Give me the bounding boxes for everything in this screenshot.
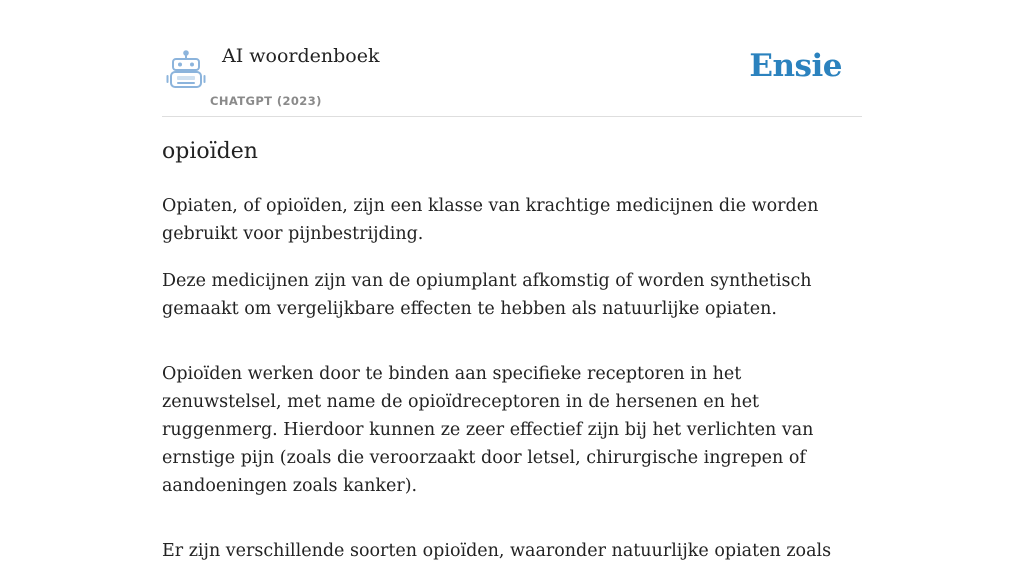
source-meta: CHATGPT (2023)	[210, 94, 322, 108]
definition-paragraph: Opioïden werken door te binden aan specifieke receptoren in het zenuwstelsel, met name de opioïdreceptoren in de hersenen en het ruggenmerg. Hierdoor kunnen ze zeer effectief zijn bij het verlichten van ernstige pijn (zoals die veroorzaakt door letsel, chirurgische ingrepen of aandoeningen zoals kanker).	[162, 364, 814, 496]
entry-definition	[162, 192, 862, 584]
ensie-logo[interactable]: Ensie	[749, 48, 842, 84]
entry-header	[162, 0, 862, 117]
robot-icon	[166, 50, 206, 90]
definition-paragraph: Deze medicijnen zijn van de opiumplant afkomstig of worden synthetisch gemaakt om vergelijkbare effecten te hebben als natuurlijke opiaten.	[162, 271, 812, 319]
definition-paragraph: Opiaten, of opioïden, zijn een klasse van krachtige medicijnen die worden gebruikt voor pijnbestrijding.	[162, 196, 819, 244]
source-title[interactable]: AI woordenboek	[222, 45, 380, 67]
definition-paragraph: Er zijn verschillende soorten opioïden, waaronder natuurlijke opiaten zoals	[162, 541, 832, 561]
entry-term: opioïden	[162, 139, 258, 164]
